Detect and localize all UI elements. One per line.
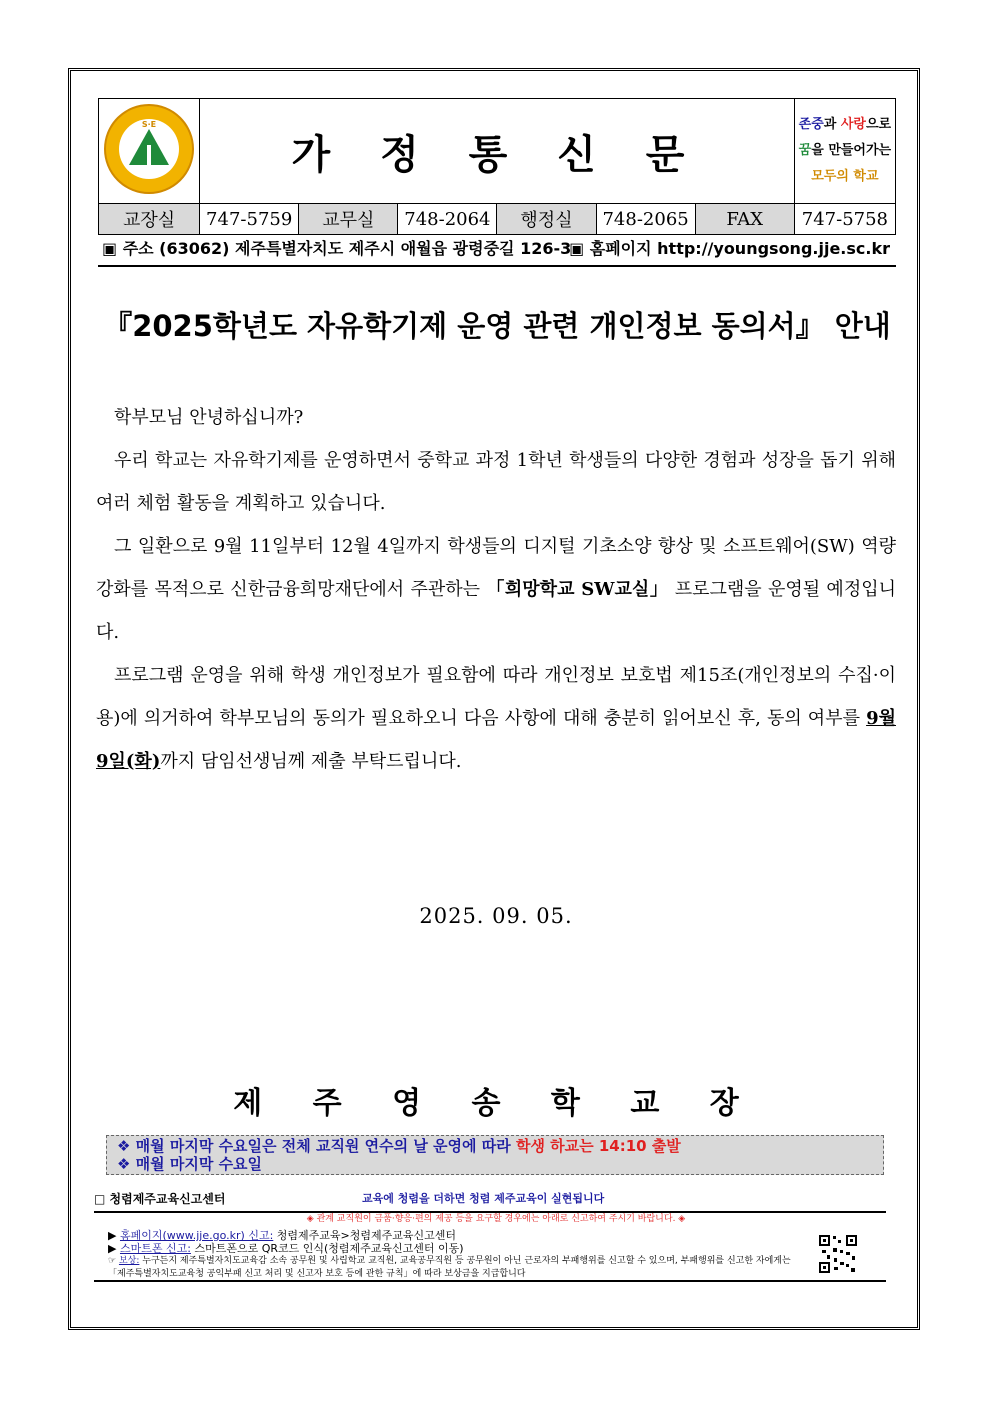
phone-label: FAX xyxy=(695,204,794,235)
list-item: ☞ 보상: 누구든지 제주특별자치도교육감 소속 공무원 및 사립학교 교직원, 교육공무직원 등 공무원이 아닌 근로자의 부패행위를 신고할 수 있으며, 부패행위를 신고한 자에게는 「제주특별자치도교육청 공익부패 신고 처리 및 신고자 보호 등에 관한 규칙」에 따라 보상금을 지급합니다 xyxy=(108,1256,791,1279)
phone-row xyxy=(99,204,896,235)
homepage-link[interactable]: ▣ 홈페이지 http://youngsong.jje.sc.kr xyxy=(569,239,890,258)
page-title: 가 정 통 신 문 xyxy=(200,99,795,204)
greeting: 학부모님 안녕하십니까? xyxy=(114,407,304,428)
address-bar xyxy=(98,233,896,267)
phone-number: 747-5759 xyxy=(200,204,299,235)
svg-text:S·E: S·E xyxy=(141,120,157,129)
wednesday-notice: ❖ 매월 마지막 수요일은 전체 교직원 연수의 날 운영에 따라 학생 하교는 14:10 출발 ❖ 매월 마지막 수요일 xyxy=(106,1135,884,1175)
phone-label: 교무실 xyxy=(299,204,398,235)
report-center-title: □ 청렴제주교육신고센터 xyxy=(94,1192,226,1206)
paragraph: 프로그램 운영을 위해 학생 개인정보가 필요함에 따라 개인정보 보호법 제15조(개인정보의 수집·이용)에 의거하여 학부모님의 동의가 필요하오니 다음 사항에 대해 충분히 읽어보신 후, 동의 여부를 9월 9일(화)까지 담임선생님께 제출 부탁드립니다. xyxy=(96,665,896,772)
report-homepage-link[interactable]: 홈페이지(www.jje.go.kr) 신고: xyxy=(119,1229,274,1242)
divider xyxy=(94,1280,886,1282)
letterhead xyxy=(98,98,896,235)
school-logo-cell xyxy=(99,99,200,204)
paragraph: 그 일환으로 9월 11일부터 12월 4일까지 학생들의 디지털 기초소양 향상 및 소프트웨어(SW) 역량 강화를 목적으로 신한금융희망재단에서 주관하는 「희망학교 SW교실」 프로그램을 운영될 예정입니다. xyxy=(96,536,896,643)
school-motto: 존중과 사랑으로 꿈을 만들어가는 모두의 학교 xyxy=(794,99,895,204)
phone-label: 행정실 xyxy=(497,204,596,235)
report-center-row xyxy=(94,1190,886,1207)
list-item: ▶ 스마트폰 신고: 스마트폰으로 QR코드 인식(청렴제주교육신고센터 이동) xyxy=(108,1242,464,1255)
school-logo-icon xyxy=(99,99,199,199)
divider xyxy=(94,1211,886,1213)
report-list xyxy=(108,1229,808,1281)
paragraph: 우리 학교는 자유학기제를 운영하면서 중학교 과정 1학년 학생들의 다양한 경험과 성장을 돕기 위해 여러 체험 활동을 계획하고 있습니다. xyxy=(96,450,896,514)
issue-date: 2025. 09. 05. xyxy=(419,904,573,928)
phone-number: 747-5758 xyxy=(794,204,895,235)
qr-code-icon[interactable] xyxy=(818,1234,858,1274)
letter-body xyxy=(96,396,896,783)
phone-number: 748-2065 xyxy=(596,204,695,235)
phone-label: 교장실 xyxy=(99,204,200,235)
principal-signature: 제 주 영 송 학 교 장 xyxy=(233,1086,759,1121)
report-warning: ◈ 관계 교직원이 금품·향응·편의 제공 등을 요구할 경우에는 아래로 신고하여 주시기 바랍니다. ◈ xyxy=(306,1214,686,1224)
notice-headline: 『2025학년도 자유학기제 운영 관련 개인정보 동의서』 안내 xyxy=(103,309,891,343)
phone-number: 748-2064 xyxy=(398,204,497,235)
integrity-slogan: 교육에 청렴을 더하면 청렴 제주교육이 실현됩니다 xyxy=(362,1192,605,1205)
due-date: 9월 9일(화) xyxy=(96,708,896,772)
school-address: ▣ 주소 (63062) 제주특별자치도 제주시 애월읍 광령중길 126-3 xyxy=(102,239,572,258)
list-item: ▶ 홈페이지(www.jje.go.kr) 신고: 청렴제주교육>청렴제주교육신고센터 xyxy=(108,1229,457,1242)
